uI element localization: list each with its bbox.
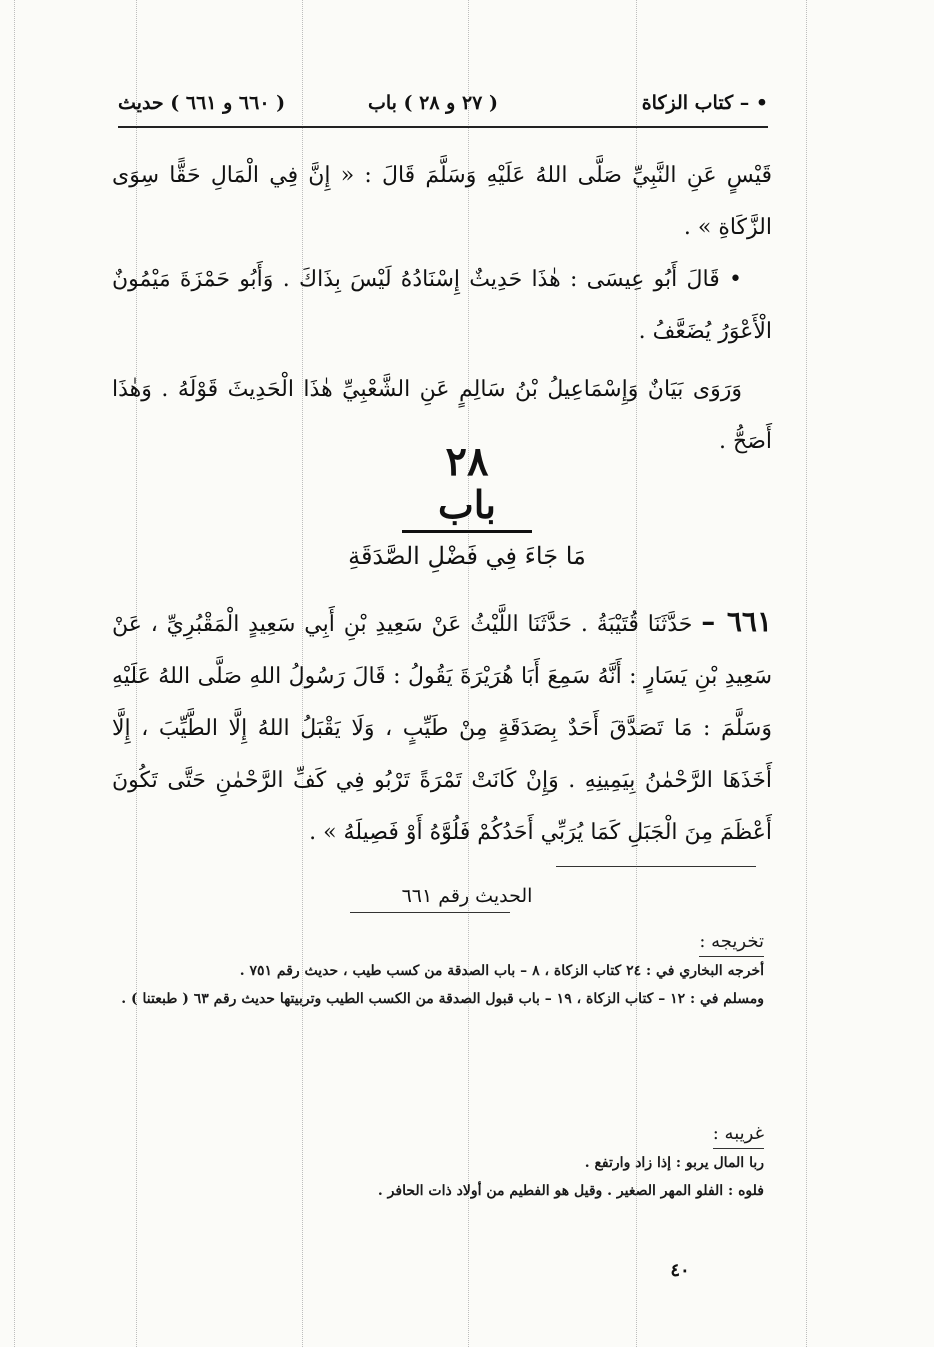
- page-number: ٤٠: [670, 1260, 690, 1281]
- gharib-section: [104, 1120, 764, 1205]
- chapter-subtitle: مَا جَاءَ فِي فَضْلِ الصَّدَقَةِ: [348, 542, 586, 570]
- notes-heading: الحديث رقم ٦٦١: [401, 885, 533, 907]
- takhrij-section: [104, 928, 764, 1013]
- gharib-raba: ربا المال يربو : إذا زاد وارتفع .: [584, 1155, 764, 1171]
- top-text-block: [112, 150, 772, 468]
- page-edge-dots: [14, 0, 15, 1347]
- chapter-title: باب: [438, 482, 496, 527]
- header-book-title: • – كتاب الزكاة: [641, 92, 768, 114]
- hadith-number: ٦٦١ –: [701, 605, 773, 638]
- gharib-falw: فلوه : الفلو المهر الصغير . وقيل هو الفطيم من أولاد ذات الحافر .: [377, 1183, 764, 1199]
- footnote-separator: [556, 866, 756, 867]
- takhrij-muslim: ومسلم في : ١٢ – كتاب الزكاة ، ١٩ – باب قبول الصدقة من الكسب الطيب وتربيتها حديث رقم ٦٣ ( طبعتنا ) .: [121, 991, 764, 1007]
- gharib-label: غريبه :: [713, 1120, 764, 1149]
- running-header: [118, 88, 768, 118]
- paragraph-abu-isa-comment: • قَالَ أَبُو عِيسَى : هٰذَا حَدِيثٌ إِسْنَادُهُ لَيْسَ بِذَاكَ . وَأَبُو حَمْزَةَ مَيْمُونٌ الْأَعْوَرُ يُضَعَّفُ .: [112, 267, 772, 344]
- notes-heading-underline: [350, 912, 510, 913]
- chapter-title-underline: [402, 530, 532, 533]
- hadith-text: حَدَّثَنَا قُتَيْبَةُ . حَدَّثَنَا اللَّيْثُ عَنْ سَعِيدِ بْنِ أَبِي سَعِيدٍ الْمَقْبُرِيِّ ، عَنْ سَعِيدِ بْنِ يَسَارٍ : أَنَّهُ سَمِعَ أَبَا هُرَيْرَةَ يَقُولُ : قَالَ رَسُولُ اللهِ صَلَّى اللهُ عَلَيْهِ وَسَلَّمَ : مَا تَصَدَّقَ أَحَدٌ بِصَدَقَةٍ مِنْ طَيِّبٍ ، وَلَا يَقْبَلُ اللهُ إِلَّا الطَّيِّبَ ، إِلَّا أَخَذَهَا الرَّحْمٰنُ بِيَمِينِهِ . وَإِنْ كَانَتْ تَمْرَةً تَرْبُو فِي كَفِّ الرَّحْمٰنِ حَتَّى تَكُونَ أَعْظَمَ مِنَ الْجَبَلِ كَمَا يُرَبِّي أَحَدُكُمْ فَلُوَّهُ أَوْ فَصِيلَهُ » .: [112, 612, 772, 845]
- takhrij-label: تخريجه :: [699, 928, 764, 957]
- header-chapter-range: ( ٢٧ و ٢٨ ) باب: [367, 92, 498, 114]
- paragraph-narration-note: وَرَوَى بَيَانٌ وَإِسْمَاعِيلُ بْنُ سَالِمٍ عَنِ الشَّعْبِيِّ هٰذَا الْحَدِيثَ قَوْلَهُ . وَهٰذَا أَصَحُّ .: [112, 377, 772, 454]
- header-rule: [118, 126, 768, 128]
- hadith-block: [112, 596, 772, 859]
- grid-dots: [806, 0, 807, 1347]
- header-hadith-range: ( ٦٦٠ و ٦٦١ ) حديث: [118, 92, 286, 114]
- hadith-paragraph: [112, 596, 772, 859]
- chapter-number: ٢٨: [445, 438, 489, 485]
- takhrij-bukhari: أخرجه البخاري في : ٢٤ كتاب الزكاة ، ٨ – باب الصدقة من كسب طيب ، حديث رقم ٧٥١ .: [239, 963, 764, 979]
- paragraph-continuation: قَيْسٍ عَنِ النَّبِيِّ صَلَّى اللهُ عَلَيْهِ وَسَلَّمَ قَالَ : « إِنَّ فِي الْمَالِ حَقًّا سِوَى الزَّكَاةِ » .: [112, 163, 772, 240]
